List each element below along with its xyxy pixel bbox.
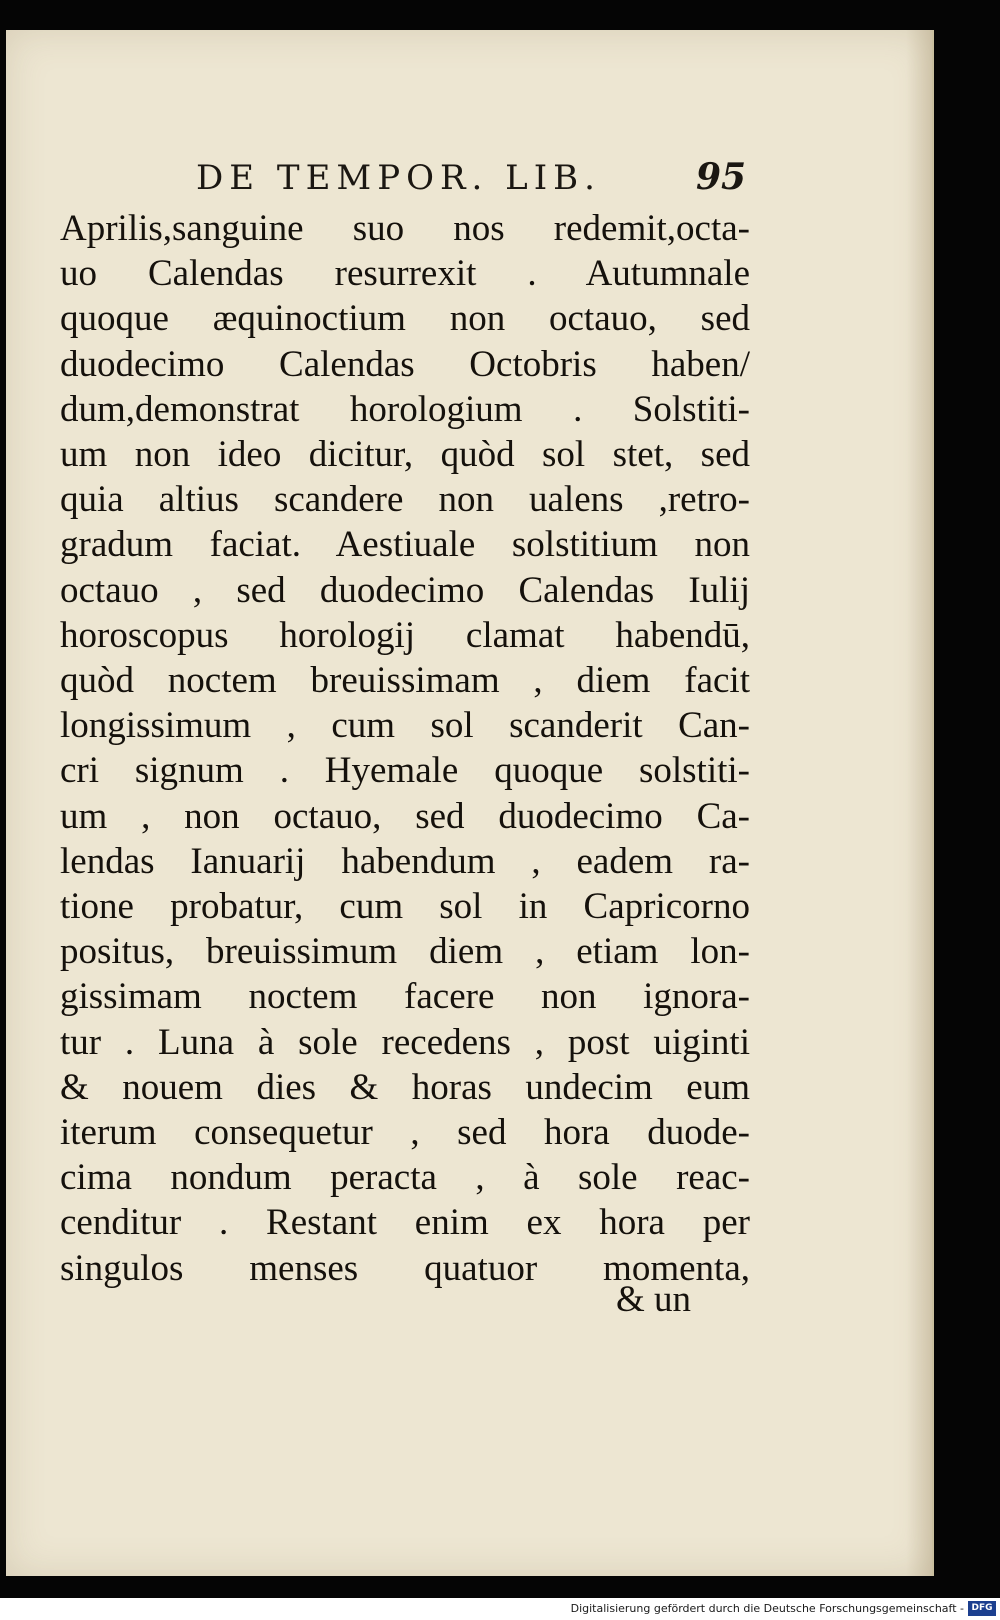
text-line: horoscopus horologij clamat habendū,	[60, 614, 750, 656]
text-line: um non ideo dicitur, quòd sol stet, sed	[60, 434, 750, 476]
text-line: cri signum . Hyemale quoque solstiti-	[60, 750, 750, 792]
text-line: quòd noctem breuissimam , diem facit	[60, 660, 750, 702]
text-line: longissimum , cum sol scanderit Can-	[60, 705, 750, 747]
text-line: gradum faciat. Aestiuale solstitium non	[60, 524, 750, 566]
page-number: 95	[696, 156, 747, 198]
text-line: tur . Luna à sole recedens , post uiginti	[60, 1021, 750, 1063]
text-line: quoque æquinoctium non octauo, sed	[60, 298, 750, 340]
text-line: iterum consequetur , sed hora duode-	[60, 1112, 750, 1154]
book-page	[6, 30, 934, 1576]
text-line: Aprilis,sanguine suo nos redemit,octa-	[60, 208, 750, 249]
text-line: octauo , sed duodecimo Calendas Iulij	[60, 569, 750, 611]
running-head: DE TEMPOR. LIB.	[196, 158, 601, 198]
text-line: & nouem dies & horas undecim eum	[60, 1066, 750, 1108]
text-line: singulos menses quatuor momenta,	[60, 1247, 750, 1289]
dfg-logo: DFG	[968, 1601, 996, 1616]
text-line: quia altius scandere non ualens ,retro-	[60, 479, 750, 521]
text-line: tione probatur, cum sol in Capricorno	[60, 886, 750, 928]
footer-bar	[0, 1598, 1000, 1620]
text-line: positus, breuissimum diem , etiam lon-	[60, 931, 750, 973]
text-line: lendas Ianuarij habendum , eadem ra-	[60, 840, 750, 882]
text-line: dum,demonstrat horologium . Solstiti-	[60, 388, 750, 430]
digitization-credit: Digitalisierung gefördert durch die Deutsche Forschungsgemeinschaft -	[570, 1602, 964, 1615]
text-block	[60, 206, 750, 1291]
text-line: cenditur . Restant enim ex hora per	[60, 1202, 750, 1244]
text-line: uo Calendas resurrexit . Autumnale	[60, 253, 750, 295]
text-line: cima nondum peracta , à sole reac-	[60, 1157, 750, 1199]
text-line: gissimam noctem facere non ignora-	[60, 976, 750, 1018]
text-line: um , non octauo, sed duodecimo Ca-	[60, 795, 750, 837]
text-line: duodecimo Calendas Octobris haben/	[60, 343, 750, 385]
catchword: & un	[616, 1279, 692, 1320]
